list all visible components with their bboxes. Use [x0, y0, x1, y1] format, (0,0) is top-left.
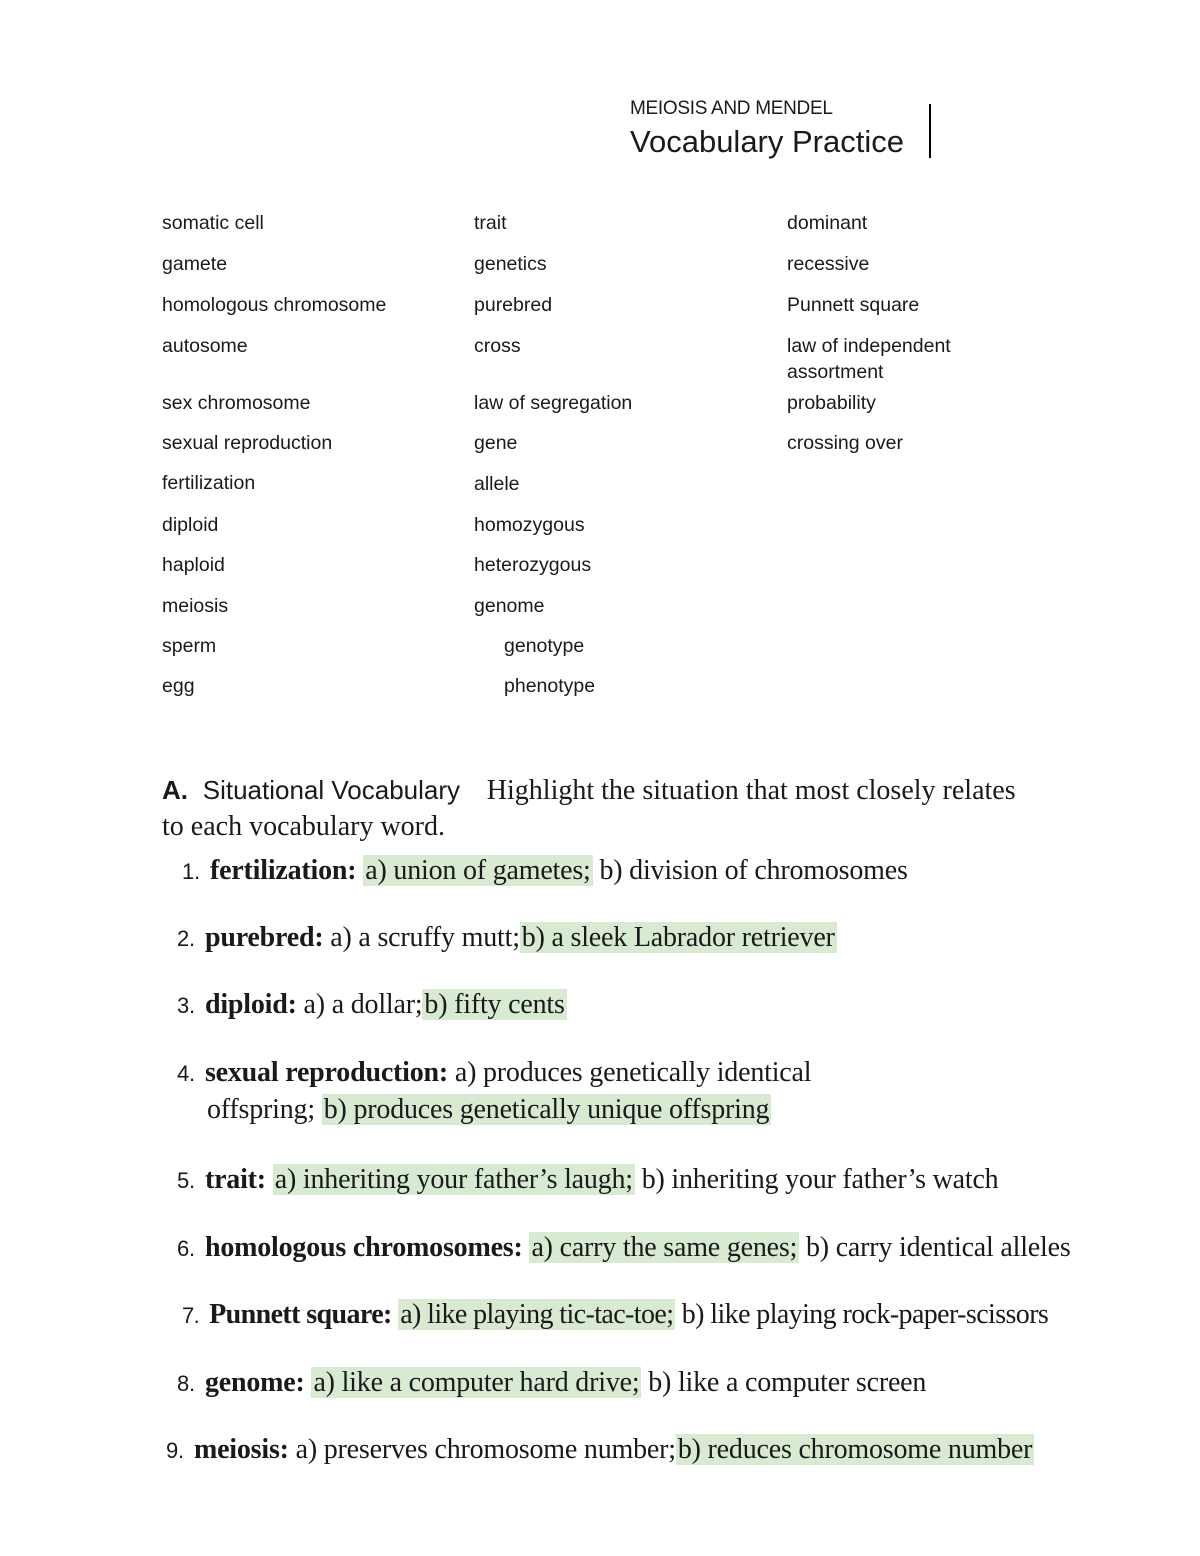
answer-option-a[interactable]: a) produces genetically identical — [454, 1057, 812, 1088]
vocab-term: purebred — [474, 294, 553, 316]
question-number: 5. — [177, 1168, 195, 1193]
vocab-term: sperm — [162, 635, 217, 657]
answer-option-b-highlighted[interactable]: b) reduces chromosome number — [677, 1434, 1033, 1465]
question-item — [166, 1432, 1034, 1469]
vocab-term: cross — [474, 335, 521, 357]
answer-option-b-highlighted[interactable]: b) produces genetically unique offspring — [323, 1094, 770, 1125]
vocab-term: egg — [162, 675, 195, 697]
question-number: 3. — [177, 993, 195, 1018]
vocab-term: genotype — [504, 635, 585, 657]
vocab-term: gene — [474, 432, 518, 454]
vocab-term: genetics — [474, 253, 547, 275]
vocab-term: dominant — [787, 212, 868, 234]
question-word: sexual reproduction: — [204, 1057, 449, 1088]
text-cursor — [929, 104, 931, 158]
question-word: Punnett square: — [209, 1299, 392, 1330]
answer-option-b[interactable]: b) like playing rock-paper-scissors — [681, 1299, 1049, 1330]
question-item — [182, 853, 908, 890]
answer-option-a-highlighted[interactable]: a) inheriting your father’s laugh; — [274, 1164, 633, 1195]
vocab-term: sex chromosome — [162, 392, 311, 414]
question-number: 9. — [166, 1438, 184, 1463]
vocab-term: Punnett square — [787, 294, 920, 316]
section-instructions: Highlight the situation that most closely relates — [486, 775, 1016, 806]
vocab-term: meiosis — [162, 595, 229, 617]
vocab-term: law of segregation — [474, 392, 633, 414]
question-item — [177, 1365, 926, 1402]
vocab-term: somatic cell — [162, 212, 264, 234]
question-word: diploid: — [204, 989, 297, 1020]
answer-option-b-highlighted[interactable]: b) fifty cents — [424, 989, 565, 1020]
question-item — [177, 920, 837, 957]
question-word: genome: — [204, 1367, 305, 1398]
question-item — [177, 1162, 998, 1199]
answer-option-a-highlighted[interactable]: a) union of gametes; — [365, 855, 591, 886]
question-number: 4. — [177, 1061, 195, 1086]
vocab-term: fertilization — [162, 472, 256, 494]
vocab-term: phenotype — [504, 675, 596, 697]
answer-option-a-highlighted[interactable]: a) like playing tic-tac-toe; — [400, 1299, 674, 1330]
vocab-term: haploid — [162, 554, 225, 576]
section-letter: A. — [162, 775, 188, 805]
vocab-term: homozygous — [474, 514, 585, 536]
answer-option-b[interactable]: b) inheriting your father’s watch — [641, 1164, 999, 1195]
question-item — [177, 1230, 1071, 1267]
question-number: 2. — [177, 926, 195, 951]
answer-option-b-highlighted[interactable]: b) a sleek Labrador retriever — [521, 922, 835, 953]
page-title: Vocabulary Practice — [630, 124, 904, 159]
section-name: Situational Vocabulary — [202, 775, 461, 805]
vocab-term: crossing over — [787, 432, 903, 454]
section-a-heading — [162, 772, 1122, 845]
document-header — [630, 98, 904, 159]
answer-option-a[interactable]: a) a scruffy mutt; — [330, 922, 520, 953]
vocab-term: homologous chromosome — [162, 294, 387, 316]
answer-option-b[interactable]: b) carry identical alleles — [805, 1232, 1071, 1263]
question-item — [177, 1055, 811, 1128]
question-number: 6. — [177, 1236, 195, 1261]
vocab-term: probability — [787, 392, 876, 414]
question-item — [177, 987, 567, 1024]
question-word: homologous chromosomes: — [204, 1232, 523, 1263]
question-item — [182, 1297, 1048, 1334]
vocab-term: law of independent — [787, 335, 951, 357]
answer-option-a[interactable]: a) a dollar; — [303, 989, 423, 1020]
question-number: 7. — [182, 1303, 200, 1328]
vocab-term: genome — [474, 595, 545, 617]
question-number: 1. — [182, 859, 200, 884]
unit-title: MEIOSIS AND MENDEL — [630, 98, 833, 119]
answer-option-b[interactable]: b) division of chromosomes — [599, 855, 908, 886]
vocab-term: diploid — [162, 514, 219, 536]
vocab-term: allele — [474, 473, 520, 495]
question-word: meiosis: — [193, 1434, 289, 1465]
vocab-term: recessive — [787, 253, 870, 275]
vocab-term: gamete — [162, 253, 228, 275]
question-word: fertilization: — [209, 855, 357, 886]
section-instructions-continued: to each vocabulary word. — [162, 811, 445, 842]
question-number: 8. — [177, 1371, 195, 1396]
answer-option-a-highlighted[interactable]: a) carry the same genes; — [531, 1232, 798, 1263]
vocab-term: trait — [474, 212, 507, 234]
vocab-term: autosome — [162, 335, 248, 357]
answer-option-a[interactable]: a) preserves chromosome number; — [295, 1434, 676, 1465]
vocab-term-continued: assortment — [787, 361, 884, 383]
answer-option-a-continued[interactable]: offspring; — [207, 1094, 315, 1125]
answer-option-b[interactable]: b) like a computer screen — [648, 1367, 927, 1398]
vocab-term: heterozygous — [474, 554, 592, 576]
vocab-term: sexual reproduction — [162, 432, 333, 454]
question-word: trait: — [204, 1164, 266, 1195]
answer-option-a-highlighted[interactable]: a) like a computer hard drive; — [313, 1367, 640, 1398]
question-word: purebred: — [204, 922, 324, 953]
